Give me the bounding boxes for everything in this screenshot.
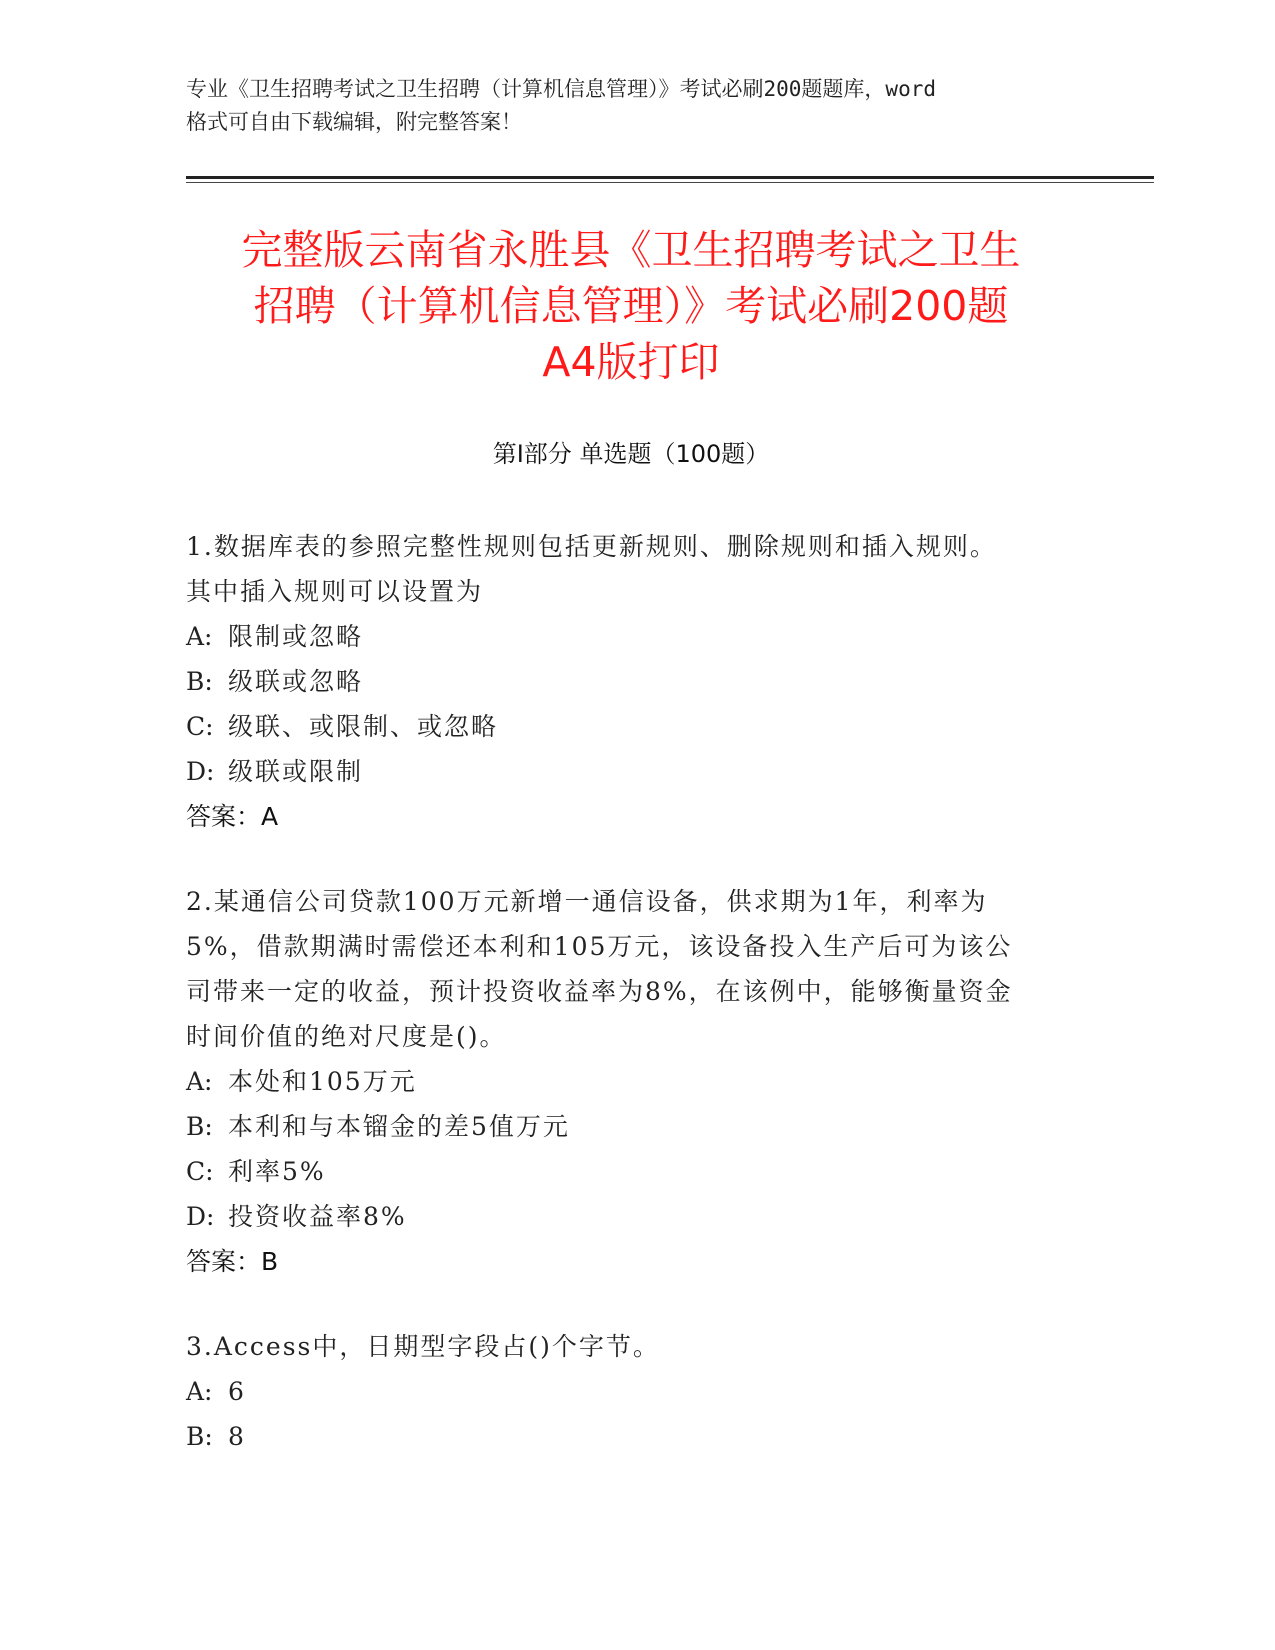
option-key: A:: [186, 622, 213, 651]
question-stem-line: 时间价值的绝对尺度是()。: [186, 1022, 507, 1051]
header-note-line: 格式可自由下载编辑，附完整答案！: [186, 110, 522, 134]
document-title: [186, 222, 1076, 390]
option-key: C:: [186, 712, 214, 741]
title-line: 完整版云南省永胜县《卫生招聘考试之卫生: [241, 226, 1021, 274]
question-stem-line: 其中插入规则可以设置为: [186, 577, 484, 606]
option-key: B:: [186, 1112, 213, 1141]
header-note: [186, 73, 1086, 139]
option-text: 8: [228, 1422, 246, 1451]
option-text: 利率5%: [228, 1157, 326, 1186]
option-text: 级联或忽略: [228, 667, 364, 696]
header-divider-thick: [186, 176, 1154, 179]
question-list: [186, 524, 1086, 1499]
option-key: C:: [186, 1157, 214, 1186]
option-b: [186, 1414, 1086, 1459]
header-note-line: 专业《卫生招聘考试之卫生招聘（计算机信息管理）》考试必刷200题题库，word: [186, 77, 936, 101]
option-d: [186, 1194, 1086, 1239]
option-c: [186, 704, 1086, 749]
option-b: [186, 659, 1086, 704]
option-text: 本处和105万元: [228, 1067, 417, 1096]
question-stem-line: 5%，借款期满时需偿还本利和105万元，该设备投入生产后可为该公: [186, 932, 1013, 961]
option-key: A:: [186, 1067, 213, 1096]
answer-label: 答案：B: [186, 1247, 279, 1276]
question-stem-line: 2.某通信公司贷款100万元新增一通信设备，供求期为1年，利率为: [186, 887, 988, 916]
option-key: B:: [186, 1422, 213, 1451]
question-stem-line: 司带来一定的收益，预计投资收益率为8%，在该例中，能够衡量资金: [186, 977, 1013, 1006]
question-2: [186, 879, 1086, 1284]
option-text: 6: [228, 1377, 246, 1406]
option-key: A:: [186, 1377, 213, 1406]
section-heading: 第Ⅰ部分 单选题（100题）: [492, 440, 770, 468]
option-text: 级联、或限制、或忽略: [228, 712, 499, 741]
answer-label: 答案：A: [186, 802, 279, 831]
option-key: D:: [186, 757, 215, 786]
title-line: 招聘（计算机信息管理）》考试必刷200题: [253, 282, 1009, 330]
option-key: B:: [186, 667, 213, 696]
option-d: [186, 749, 1086, 794]
question-stem-line: 3.Access中，日期型字段占()个字节。: [186, 1332, 660, 1361]
option-key: D:: [186, 1202, 215, 1231]
question-1: [186, 524, 1086, 839]
option-text: 投资收益率8%: [228, 1202, 407, 1231]
option-a: [186, 1059, 1086, 1104]
question-3: [186, 1324, 1086, 1459]
option-text: 本利和与本镏金的差5值万元: [228, 1112, 570, 1141]
option-a: [186, 1369, 1086, 1414]
option-b: [186, 1104, 1086, 1149]
title-line: A4版打印: [542, 338, 720, 386]
option-text: 限制或忽略: [228, 622, 364, 651]
option-a: [186, 614, 1086, 659]
option-text: 级联或限制: [228, 757, 364, 786]
header-divider-thin: [186, 182, 1154, 183]
question-stem-line: 1.数据库表的参照完整性规则包括更新规则、删除规则和插入规则。: [186, 532, 997, 561]
option-c: [186, 1149, 1086, 1194]
